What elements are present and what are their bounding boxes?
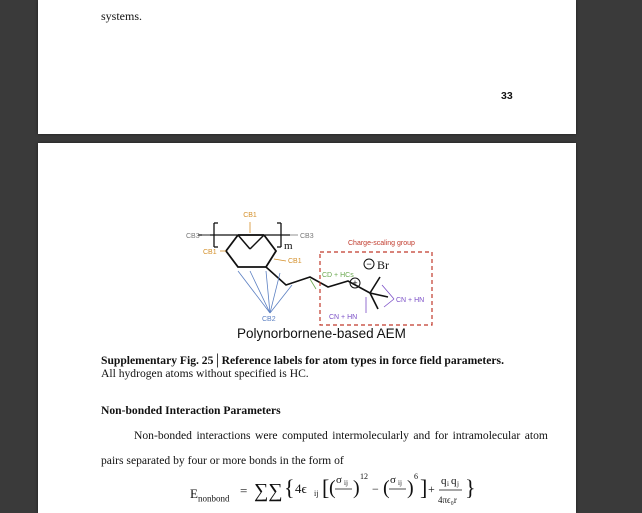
equation-lhs: $E_{nonbond}$ (190, 486, 230, 504)
plus-charge: + (352, 278, 358, 288)
caption-label: Supplementary Fig. 25│Reference labels for atom types in force field parameters. (101, 354, 504, 367)
caption-rest: All hydrogen atoms without specified is HC. (101, 367, 309, 380)
label-m: m (284, 240, 293, 252)
svg-text:σ: σ (390, 474, 396, 486)
polymer-structure-figure (186, 205, 438, 330)
paragraph-line-1: Non-bonded interactions were computed intermolecularly and for intramolecular atom (134, 429, 548, 442)
lj-coulomb-equation (238, 469, 478, 513)
svg-text:q: q (451, 475, 457, 487)
svg-text:ij: ij (314, 489, 319, 498)
label-cb1-left: CB1 (203, 249, 217, 256)
svg-text:4ϵ: 4ϵ (295, 481, 307, 496)
svg-text:{: { (284, 475, 295, 500)
label-cd-hcs: CD + HCs (322, 272, 354, 279)
figure-caption (101, 354, 521, 380)
body-text-end: systems. (101, 9, 143, 23)
svg-text:): ) (353, 477, 360, 499)
svg-text:4πϵ₀r: 4πϵ₀r (438, 495, 457, 505)
paragraph-line-2: pairs separated by four or more bonds in the form of (101, 454, 344, 467)
figure-title: Polynorbornene-based AEM (237, 326, 406, 341)
svg-text:12: 12 (360, 472, 368, 481)
svg-text:]: ] (420, 475, 428, 500)
page-current (38, 143, 576, 513)
page-previous (38, 0, 576, 134)
svg-text:+: + (428, 482, 435, 496)
svg-text:6: 6 (414, 472, 418, 481)
label-cb3-left: CB3 (186, 233, 200, 240)
minus-charge: − (366, 259, 372, 269)
label-cb1-right: CB1 (288, 258, 302, 265)
svg-text:i: i (447, 480, 449, 488)
svg-text:(: ( (383, 477, 390, 499)
svg-text:q: q (441, 475, 447, 487)
label-cn-hn-right: CN + HN (396, 297, 425, 304)
svg-text:∑∑: ∑∑ (254, 480, 283, 502)
svg-text:[: [ (322, 475, 330, 500)
label-cb2: CB2 (262, 316, 276, 323)
page-number: 33 (501, 90, 513, 102)
svg-text:j: j (457, 480, 459, 488)
section-heading: Non-bonded Interaction Parameters (101, 404, 281, 417)
label-cb3-right: CB3 (300, 233, 314, 240)
svg-text:(: ( (329, 477, 336, 499)
svg-text:σ: σ (336, 474, 342, 486)
svg-text:}: } (465, 475, 476, 500)
label-cn-hn-bottom: CN + HN (329, 314, 358, 321)
label-charge-group: Charge-scaling group (348, 240, 415, 247)
svg-text:ij: ij (398, 479, 402, 487)
svg-text:=: = (240, 483, 248, 498)
svg-text:): ) (407, 477, 414, 499)
label-cb1-top: CB1 (243, 212, 257, 219)
svg-text:ij: ij (344, 479, 348, 487)
svg-text:−: − (372, 482, 379, 496)
label-br: Br (377, 258, 389, 272)
